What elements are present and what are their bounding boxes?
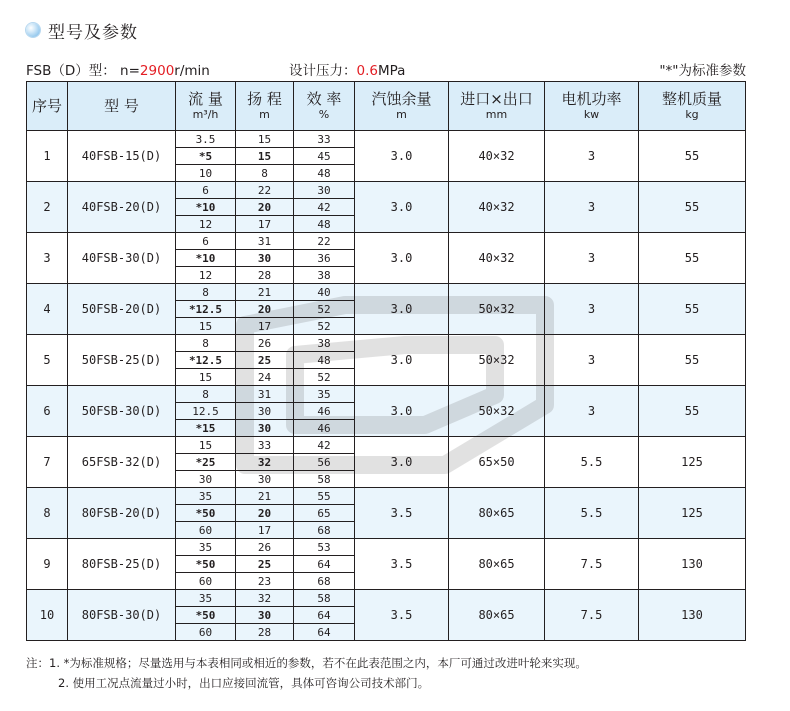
note-1: 注：1. *为标准规格；尽量选用与本表相同或相近的参数，若不在此表范围之内，本厂可通过改进叶轮来实现。 — [26, 656, 587, 670]
note-2: 2. 使用工况点流量过小时，出口应接回流管，具体可咨询公司技术部门。 — [58, 676, 430, 690]
efficiency-cell: 48 — [294, 216, 355, 233]
header-mass: 整机质量 kg — [639, 82, 746, 131]
seq-cell: 10 — [27, 590, 68, 641]
pressure-spec — [289, 59, 405, 79]
flow-cell: 6 — [176, 182, 236, 199]
motor-power-cell: 7.5 — [545, 590, 639, 641]
notes — [26, 653, 587, 693]
inlet-outlet-cell: 40×32 — [449, 233, 545, 284]
table-row — [27, 284, 746, 301]
npsh-cell: 3.0 — [355, 386, 449, 437]
pressure-value: 0.6 — [356, 63, 378, 79]
flow-cell: *10 — [176, 250, 236, 267]
table-row — [27, 386, 746, 403]
head-cell: 30 — [236, 607, 294, 624]
npsh-cell: 3.5 — [355, 488, 449, 539]
model-cell: 65FSB-32(D) — [68, 437, 176, 488]
inlet-outlet-cell: 80×65 — [449, 539, 545, 590]
head-cell: 32 — [236, 590, 294, 607]
section-heading — [26, 17, 138, 43]
npsh-cell: 3.0 — [355, 335, 449, 386]
inlet-outlet-cell: 80×65 — [449, 488, 545, 539]
efficiency-cell: 64 — [294, 607, 355, 624]
head-cell: 15 — [236, 148, 294, 165]
efficiency-cell: 42 — [294, 199, 355, 216]
flow-cell: *10 — [176, 199, 236, 216]
seq-cell: 7 — [27, 437, 68, 488]
efficiency-cell: 58 — [294, 590, 355, 607]
efficiency-cell: 42 — [294, 437, 355, 454]
head-cell: 15 — [236, 131, 294, 148]
mass-cell: 130 — [639, 539, 746, 590]
npsh-cell: 3.5 — [355, 590, 449, 641]
pressure-unit: MPa — [377, 63, 406, 79]
seq-cell: 4 — [27, 284, 68, 335]
parameter-table — [26, 81, 746, 641]
header-npsh: 汽蚀余量 m — [355, 82, 449, 131]
head-cell: 31 — [236, 386, 294, 403]
motor-power-cell: 3 — [545, 335, 639, 386]
head-cell: 21 — [236, 284, 294, 301]
flow-cell: *12.5 — [176, 352, 236, 369]
table-row — [27, 233, 746, 250]
inlet-outlet-cell: 65×50 — [449, 437, 545, 488]
efficiency-cell: 33 — [294, 131, 355, 148]
model-prefix: FSB（D）型： n= — [26, 63, 140, 79]
efficiency-cell: 65 — [294, 505, 355, 522]
npsh-cell: 3.0 — [355, 437, 449, 488]
flow-cell: 8 — [176, 386, 236, 403]
flow-cell: 15 — [176, 318, 236, 335]
flow-cell: 60 — [176, 573, 236, 590]
efficiency-cell: 53 — [294, 539, 355, 556]
inlet-outlet-cell: 40×32 — [449, 182, 545, 233]
efficiency-cell: 40 — [294, 284, 355, 301]
inlet-outlet-cell: 50×32 — [449, 335, 545, 386]
head-cell: 21 — [236, 488, 294, 505]
efficiency-cell: 52 — [294, 318, 355, 335]
efficiency-cell: 68 — [294, 522, 355, 539]
head-cell: 8 — [236, 165, 294, 182]
header-efficiency: 效 率 % — [294, 82, 355, 131]
mass-cell: 55 — [639, 284, 746, 335]
pressure-label: 设计压力： — [289, 63, 357, 79]
flow-cell: 35 — [176, 539, 236, 556]
header-seq: 序号 — [27, 82, 68, 131]
table-row — [27, 131, 746, 148]
model-cell: 40FSB-20(D) — [68, 182, 176, 233]
table-row — [27, 488, 746, 505]
model-cell: 50FSB-20(D) — [68, 284, 176, 335]
flow-cell: 15 — [176, 369, 236, 386]
npsh-cell: 3.0 — [355, 131, 449, 182]
motor-power-cell: 3 — [545, 233, 639, 284]
seq-cell: 2 — [27, 182, 68, 233]
table-header-row — [27, 82, 746, 131]
model-cell: 80FSB-25(D) — [68, 539, 176, 590]
flow-cell: *12.5 — [176, 301, 236, 318]
model-cell: 40FSB-15(D) — [68, 131, 176, 182]
head-cell: 33 — [236, 437, 294, 454]
seq-cell: 1 — [27, 131, 68, 182]
mass-cell: 55 — [639, 386, 746, 437]
efficiency-cell: 48 — [294, 165, 355, 182]
inlet-outlet-cell: 40×32 — [449, 131, 545, 182]
efficiency-cell: 64 — [294, 624, 355, 641]
head-cell: 20 — [236, 199, 294, 216]
motor-power-cell: 7.5 — [545, 539, 639, 590]
model-cell: 80FSB-20(D) — [68, 488, 176, 539]
speed-spec — [26, 59, 210, 79]
speed-unit: r/min — [174, 63, 210, 79]
bullet-icon — [26, 23, 40, 37]
mass-cell: 130 — [639, 590, 746, 641]
header-motor-power: 电机功率 kw — [545, 82, 639, 131]
efficiency-cell: 35 — [294, 386, 355, 403]
speed-value: 2900 — [139, 63, 175, 79]
motor-power-cell: 5.5 — [545, 488, 639, 539]
efficiency-cell: 56 — [294, 454, 355, 471]
flow-cell: *15 — [176, 420, 236, 437]
head-cell: 30 — [236, 420, 294, 437]
inlet-outlet-cell: 80×65 — [449, 590, 545, 641]
efficiency-cell: 48 — [294, 352, 355, 369]
head-cell: 30 — [236, 471, 294, 488]
mass-cell: 55 — [639, 335, 746, 386]
head-cell: 28 — [236, 624, 294, 641]
efficiency-cell: 52 — [294, 301, 355, 318]
flow-cell: 12 — [176, 216, 236, 233]
flow-cell: 12 — [176, 267, 236, 284]
flow-cell: *5 — [176, 148, 236, 165]
flow-cell: *50 — [176, 556, 236, 573]
seq-cell: 6 — [27, 386, 68, 437]
flow-cell: 6 — [176, 233, 236, 250]
flow-cell: 15 — [176, 437, 236, 454]
npsh-cell: 3.0 — [355, 284, 449, 335]
npsh-cell: 3.0 — [355, 182, 449, 233]
efficiency-cell: 30 — [294, 182, 355, 199]
seq-cell: 5 — [27, 335, 68, 386]
head-cell: 22 — [236, 182, 294, 199]
head-cell: 25 — [236, 556, 294, 573]
seq-cell: 3 — [27, 233, 68, 284]
spec-line — [26, 59, 746, 77]
seq-cell: 8 — [27, 488, 68, 539]
motor-power-cell: 3 — [545, 182, 639, 233]
efficiency-cell: 64 — [294, 556, 355, 573]
mass-cell: 55 — [639, 233, 746, 284]
efficiency-cell: 22 — [294, 233, 355, 250]
mass-cell: 125 — [639, 437, 746, 488]
model-cell: 50FSB-25(D) — [68, 335, 176, 386]
seq-cell: 9 — [27, 539, 68, 590]
flow-cell: 12.5 — [176, 403, 236, 420]
flow-cell: 60 — [176, 624, 236, 641]
motor-power-cell: 3 — [545, 284, 639, 335]
flow-cell: 10 — [176, 165, 236, 182]
head-cell: 17 — [236, 216, 294, 233]
flow-cell: 3.5 — [176, 131, 236, 148]
flow-cell: 8 — [176, 284, 236, 301]
flow-cell: 35 — [176, 590, 236, 607]
table-row — [27, 182, 746, 199]
efficiency-cell: 38 — [294, 267, 355, 284]
table-row — [27, 437, 746, 454]
flow-cell: 60 — [176, 522, 236, 539]
model-cell: 50FSB-30(D) — [68, 386, 176, 437]
motor-power-cell: 3 — [545, 386, 639, 437]
header-head: 扬 程 m — [236, 82, 294, 131]
flow-cell: *25 — [176, 454, 236, 471]
head-cell: 17 — [236, 318, 294, 335]
head-cell: 30 — [236, 403, 294, 420]
efficiency-cell: 38 — [294, 335, 355, 352]
head-cell: 23 — [236, 573, 294, 590]
mass-cell: 55 — [639, 131, 746, 182]
header-model: 型 号 — [68, 82, 176, 131]
efficiency-cell: 46 — [294, 420, 355, 437]
head-cell: 26 — [236, 539, 294, 556]
head-cell: 24 — [236, 369, 294, 386]
efficiency-cell: 68 — [294, 573, 355, 590]
standard-note: "*"为标准参数 — [659, 63, 746, 79]
npsh-cell: 3.5 — [355, 539, 449, 590]
header-flow: 流 量 m³/h — [176, 82, 236, 131]
efficiency-cell: 36 — [294, 250, 355, 267]
flow-cell: 35 — [176, 488, 236, 505]
head-cell: 20 — [236, 505, 294, 522]
head-cell: 28 — [236, 267, 294, 284]
efficiency-cell: 52 — [294, 369, 355, 386]
table-row — [27, 539, 746, 556]
head-cell: 30 — [236, 250, 294, 267]
flow-cell: *50 — [176, 505, 236, 522]
flow-cell: 30 — [176, 471, 236, 488]
flow-cell: 8 — [176, 335, 236, 352]
head-cell: 26 — [236, 335, 294, 352]
mass-cell: 55 — [639, 182, 746, 233]
model-cell: 40FSB-30(D) — [68, 233, 176, 284]
head-cell: 17 — [236, 522, 294, 539]
head-cell: 31 — [236, 233, 294, 250]
flow-cell: *50 — [176, 607, 236, 624]
head-cell: 25 — [236, 352, 294, 369]
head-cell: 32 — [236, 454, 294, 471]
efficiency-cell: 45 — [294, 148, 355, 165]
head-cell: 20 — [236, 301, 294, 318]
table-row — [27, 335, 746, 352]
mass-cell: 125 — [639, 488, 746, 539]
npsh-cell: 3.0 — [355, 233, 449, 284]
efficiency-cell: 46 — [294, 403, 355, 420]
motor-power-cell: 5.5 — [545, 437, 639, 488]
efficiency-cell: 55 — [294, 488, 355, 505]
table-row — [27, 590, 746, 607]
model-cell: 80FSB-30(D) — [68, 590, 176, 641]
efficiency-cell: 58 — [294, 471, 355, 488]
section-title: 型号及参数 — [48, 22, 138, 43]
inlet-outlet-cell: 50×32 — [449, 284, 545, 335]
motor-power-cell: 3 — [545, 131, 639, 182]
inlet-outlet-cell: 50×32 — [449, 386, 545, 437]
header-inlet-outlet: 进口×出口 mm — [449, 82, 545, 131]
